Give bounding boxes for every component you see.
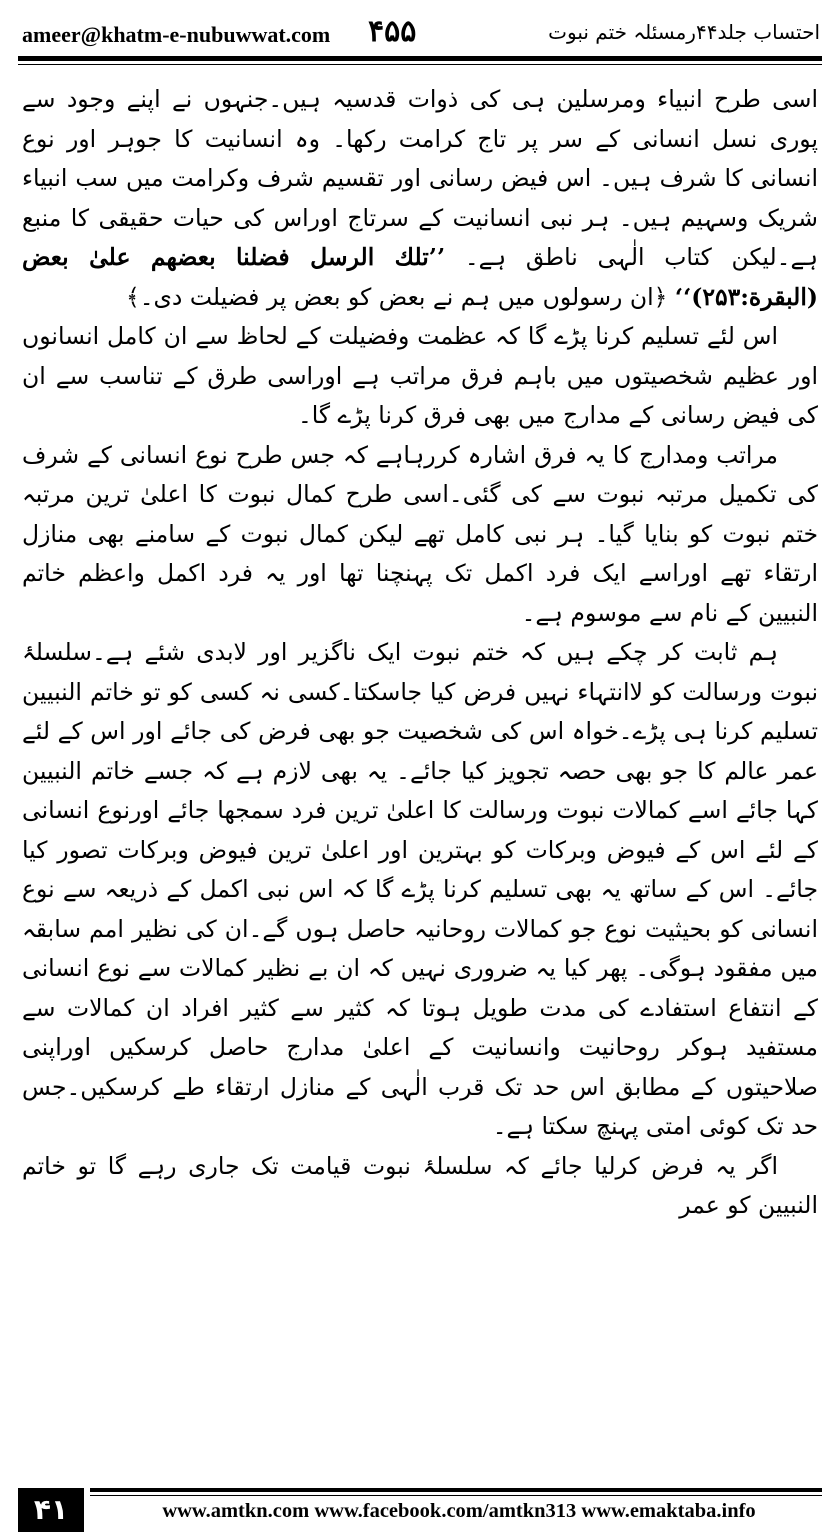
paragraph-1 <box>22 80 818 317</box>
page-header <box>0 0 840 62</box>
footer-rule-thick <box>90 1488 822 1492</box>
header-rule-thick <box>18 56 822 61</box>
quran-quote-translation: ﴿ان رسولوں میں ہم نے بعض کو بعض پر فضیلت دی۔﴾ <box>125 282 668 311</box>
running-title: احتساب جلد۴۴رمسئلہ ختم نبوت <box>548 20 820 44</box>
footer-page-number: ۴۱ <box>18 1488 84 1532</box>
page-footer <box>0 1482 840 1540</box>
quran-quote-arabic: ’’تلك الرسل فضلنا بعضهم علیٰ بعض (البقرة:۲۵۳)‘‘ <box>22 243 818 311</box>
header-page-number: ۴۵۵ <box>368 14 417 49</box>
header-email: ameer@khatm-e-nubuwwat.com <box>22 22 331 47</box>
paragraph-5: اگر یہ فرض کرلیا جائے کہ سلسلۂ نبوت قیامت تک جاری رہے گا تو خاتم النبیین کو عمر <box>22 1151 818 1219</box>
footer-rule-thin <box>90 1495 822 1496</box>
header-rule-thin <box>18 64 822 65</box>
paragraph-4: ہم ثابت کر چکے ہیں کہ ختم نبوت ایک ناگزیر اور لابدی شئے ہے۔سلسلۂ نبوت ورسالت کو لاانتہاء نہیں فرض کیا جاسکتا۔کسی نہ کسی کو تو خاتم النبیین تسلیم کرنا ہی پڑے۔خواہ اس کی شخصیت جو بھی فرض کی جائے اور اس کے لئے عمر عالم کا جو بھی حصہ تجویز کیا جائے۔ یہ بھی لازم ہے کہ جسے خاتم النبیین کہا جائے اسے کمالات نبوت ورسالت کا اعلیٰ ترین فرد سمجھا جائے اورنوع انسانی کے لئے اس کے فیوض وبرکات کو بہترین اور اعلیٰ ترین فیوض وبرکات تصور کیا جائے۔ اس کے ساتھ یہ بھی تسلیم کرنا پڑے گا کہ اس نبی اکمل کے ذریعہ سے نوع انسانی کو بحیثیت نوع جو کمالات روحانیہ حاصل ہوں گے۔ان کی نظیر امم سابقہ میں مفقود ہوگی۔ پھر کیا یہ ضروری نہیں کہ ان بے نظیر کمالات سے نوع انسانی کے انتفاع استفادے کی مدت طویل ہوتا کہ کثیر سے کثیر افراد ان کمالات سے مستفید ہوکر روحانیت وانسانیت کے اعلیٰ مدارج حاصل کرسکیں اوراپنی صلاحیتوں کے مطابق اس حد تک قرب الٰہی کے منازل ارتقاء طے کرسکیں۔جس حد تک کوئی امتی پہنچ سکتا ہے۔ <box>22 638 818 1140</box>
footer-urls: www.amtkn.com www.facebook.com/amtkn313 www.emaktaba.info <box>162 1500 756 1522</box>
paragraph-2: اس لئے تسلیم کرنا پڑے گا کہ عظمت وفضیلت کے لحاظ سے ان کامل انسانوں اور عظیم شخصیتوں میں باہم فرق مراتب ہے اوراسی طرق کے تناسب سے ان کی فیض رسانی کے مدارج میں بھی فرق کرنا پڑے گا۔ <box>22 322 818 429</box>
paragraph-1-text: اسی طرح انبیاء ومرسلین ہی کی ذوات قدسیہ ہیں۔جنہوں نے اپنے وجود سے پوری نسل انسانی کے سر پر تاج کرامت رکھا۔ وہ انسانیت کا جوہر اور نوع انسانی کا شرف ہیں۔ اس فیض رسانی اور تقسیم شرف وکرامت میں سب انبیاء شریک وسہیم ہیں۔ ہر نبی انسانیت کے سرتاج اوراس کی حیات حقیقی کا منبع ہے۔لیکن کتاب الٰہی ناطق ہے۔ <box>22 85 818 271</box>
page-body <box>22 80 818 1226</box>
paragraph-3: مراتب ومدارج کا یہ فرق اشارہ کررہاہے کہ جس طرح نوع انسانی کے شرف کی تکمیل مرتبہ نبوت سے کی گئی۔اسی طرح کمال نبوت کا اعلیٰ ترین مرتبہ ختم نبوت کو بنایا گیا۔ ہر نبی کامل تھے لیکن کمال نبوت کے سامنے بھی منازل ارتقاء تھے اوراسے ایک فرد اکمل تک پہنچنا تھا اور یہ فرد اکمل واعظم خاتم النبیین کے نام سے موسوم ہے۔ <box>22 440 818 627</box>
